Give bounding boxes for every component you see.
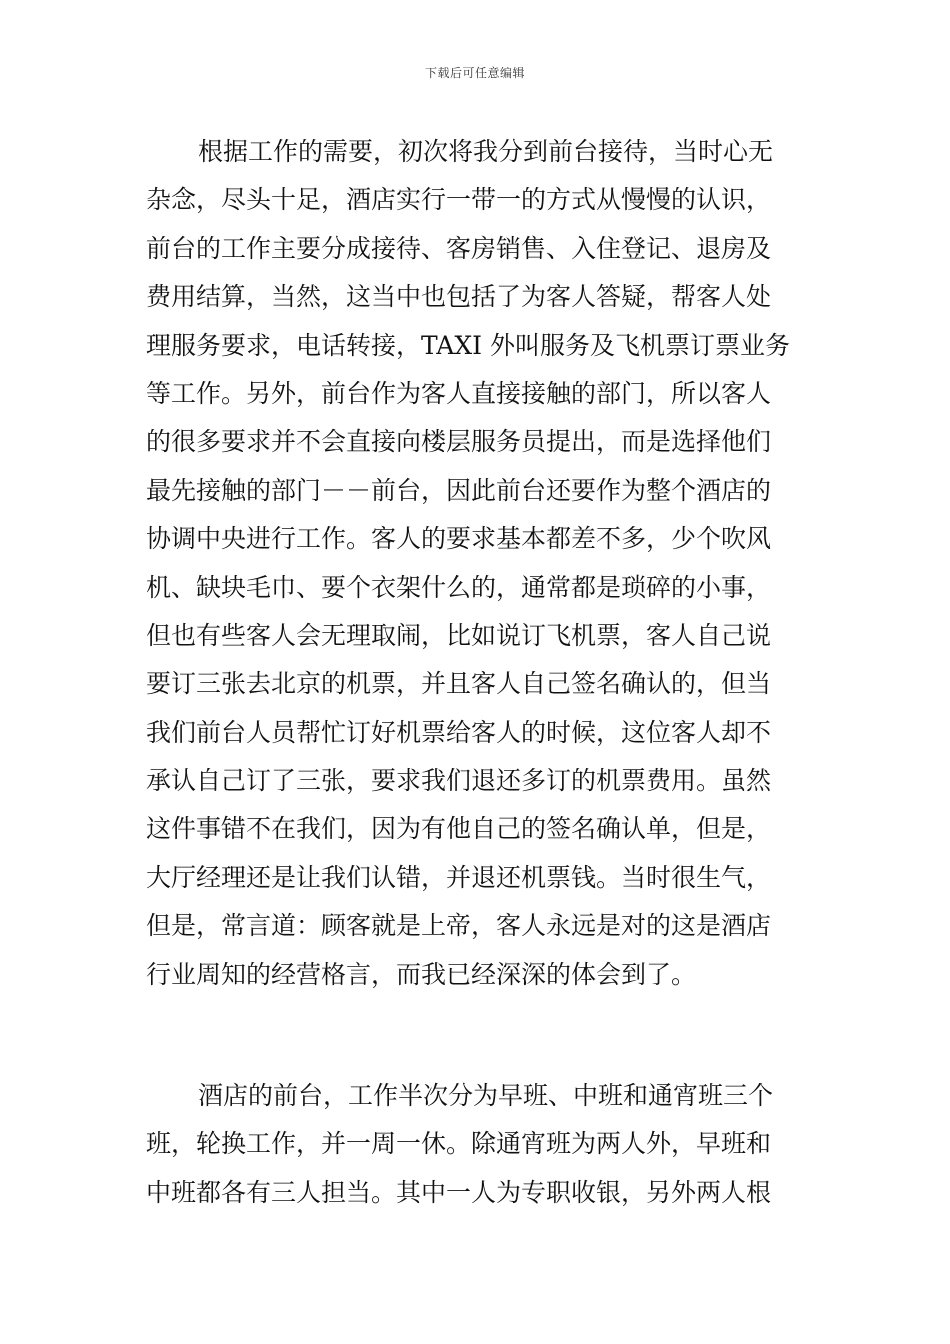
paragraph-line: 行业周知的经营格言，而我已经深深的体会到了。 bbox=[146, 959, 697, 989]
paragraph-line: 的很多要求并不会直接向楼层服务员提出，而是选择他们 bbox=[146, 427, 772, 457]
paragraph-line: 等工作。另外，前台作为客人直接接触的部门，所以客人 bbox=[146, 378, 772, 408]
paragraph-1 bbox=[146, 128, 806, 999]
paragraph-line: 大厅经理还是让我们认错，并退还机票钱。当时很生气， bbox=[146, 862, 772, 892]
paragraph-line: 前台的工作主要分成接待、客房销售、入住登记、退房及 bbox=[146, 233, 772, 263]
paragraph-line: 中班都各有三人担当。其中一人为专职收银，另外两人根 bbox=[146, 1177, 772, 1207]
paragraph-line: 酒店的前台，工作半次分为早班、中班和通宵班三个 bbox=[198, 1081, 774, 1110]
paragraph-line: 根据工作的需要，初次将我分到前台接待，当时心无 bbox=[198, 137, 774, 166]
paragraph-line: 但是，常言道：顾客就是上帝，客人永远是对的这是酒店 bbox=[146, 911, 772, 941]
paragraph-line: 这件事错不在我们，因为有他自己的签名确认单，但是， bbox=[146, 814, 772, 844]
paragraph-2 bbox=[146, 1072, 806, 1217]
paragraph-line: 最先接触的部门－－前台，因此前台还要作为整个酒店的 bbox=[146, 475, 772, 505]
paragraph-line: 理服务要求，电话转接，TAXI 外叫服务及飞机票订票业务 bbox=[146, 330, 790, 360]
paragraph-line: 机、缺块毛巾、要个衣架什么的，通常都是琐碎的小事， bbox=[146, 572, 772, 602]
paragraph-line: 但也有些客人会无理取闹，比如说订飞机票，客人自己说 bbox=[146, 620, 772, 650]
page-header: 下载后可任意编辑 bbox=[424, 66, 525, 80]
paragraph-line: 班，轮换工作，并一周一休。除通宵班为两人外，早班和 bbox=[146, 1129, 772, 1159]
paragraph-line: 承认自己订了三张，要求我们退还多订的机票费用。虽然 bbox=[146, 766, 772, 796]
paragraph-line: 协调中央进行工作。客人的要求基本都差不多，少个吹风 bbox=[146, 524, 772, 554]
paragraph-line: 要订三张去北京的机票，并且客人自己签名确认的，但当 bbox=[146, 669, 772, 699]
paragraph-line: 费用结算，当然，这当中也包括了为客人答疑，帮客人处 bbox=[146, 282, 772, 312]
paragraph-line: 我们前台人员帮忙订好机票给客人的时候，这位客人却不 bbox=[146, 717, 772, 747]
paragraph-line: 杂念，尽头十足，酒店实行一带一的方式从慢慢的认识， bbox=[146, 185, 772, 215]
